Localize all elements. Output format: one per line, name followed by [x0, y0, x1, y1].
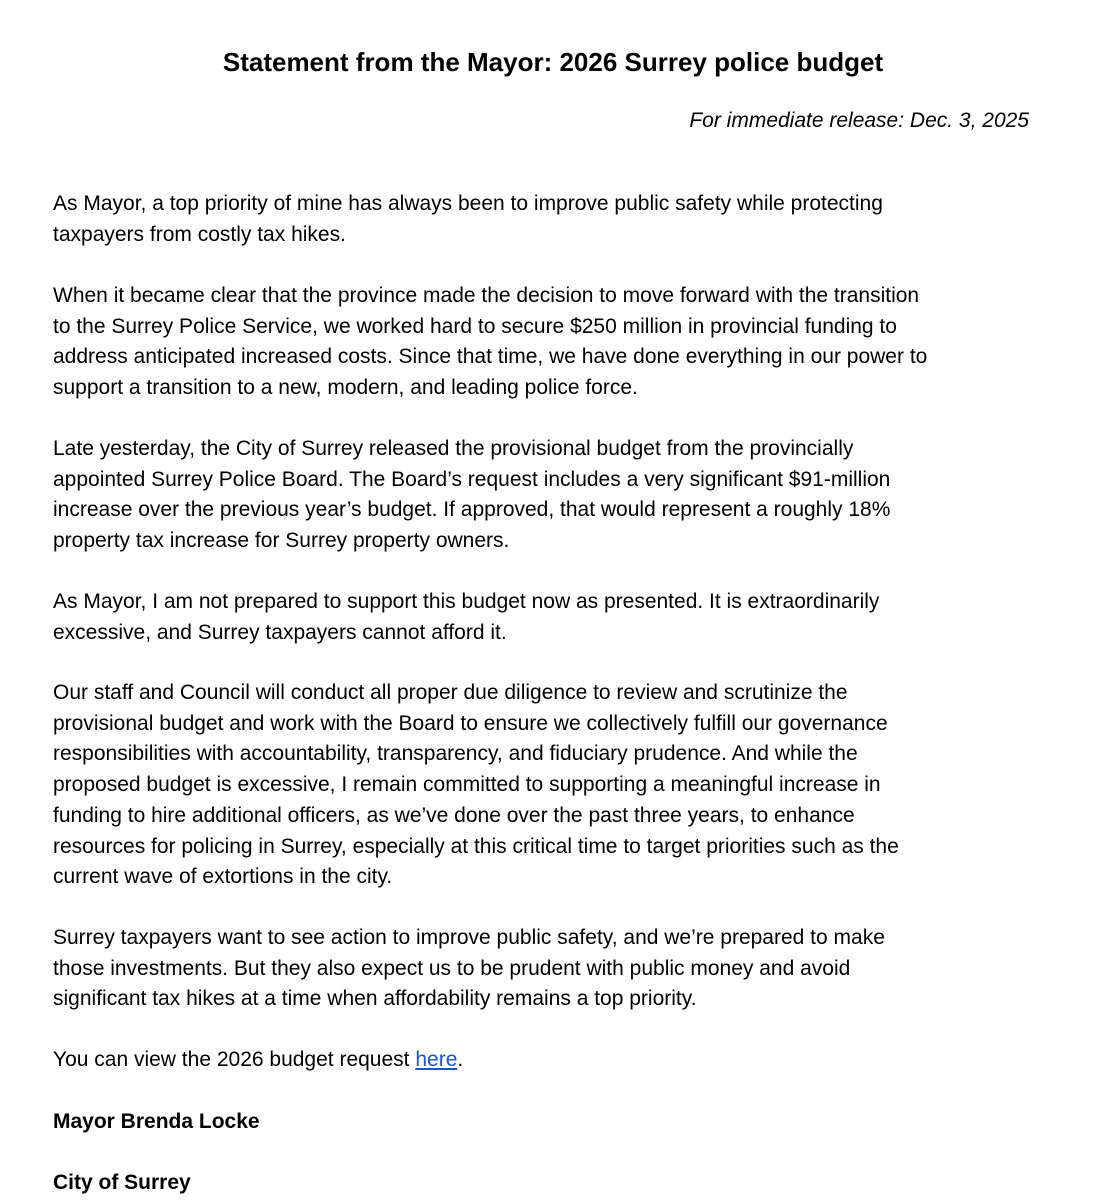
- view-budget-period: .: [457, 1048, 464, 1071]
- paragraph-line: As Mayor, I am not prepared to support this budget now as presented. It is extraordinarily: [53, 590, 880, 613]
- paragraph-line: taxpayers from costly tax hikes.: [53, 222, 346, 246]
- paragraph-line: excessive, and Surrey taxpayers cannot afford it.: [53, 620, 507, 644]
- page-title: Statement from the Mayor: 2026 Surrey police budget: [222, 47, 884, 77]
- paragraph-line: As Mayor, a top priority of mine has always been to improve public safety while protecting: [53, 192, 883, 215]
- paragraph-line: [53, 1045, 1043, 1076]
- paragraph-line: Late yesterday, the City of Surrey released the provisional budget from the provincially: [53, 437, 854, 460]
- paragraph-line: appointed Surrey Police Board. The Board’s request includes a very significant $91-million: [53, 467, 891, 491]
- paragraph-line: responsibilities with accountability, transparency, and fiduciary prudence. And while the: [53, 742, 858, 766]
- paragraph-line: address anticipated increased costs. Since that time, we have done everything in our power to: [53, 345, 928, 369]
- signature-name: Mayor Brenda Locke: [53, 1110, 260, 1133]
- paragraph-not-prepared: [53, 587, 1043, 648]
- paragraph-line: resources for policing in Surrey, especially at this critical time to target priorities such as the: [53, 834, 899, 858]
- paragraph-provisional-budget: [53, 434, 1043, 557]
- view-budget-text: You can view the 2026 budget request: [53, 1048, 416, 1071]
- paragraph-taxpayers: [53, 923, 1043, 1015]
- signature-organization: City of Surrey: [53, 1171, 191, 1194]
- paragraph-transition: [53, 281, 1043, 404]
- paragraph-line: funding to hire additional officers, as we’ve done over the past three years, to enhance: [53, 803, 855, 827]
- paragraph-line: current wave of extortions in the city.: [53, 865, 393, 889]
- paragraph-line: provisional budget and work with the Board to ensure we collectively fulfill our governance: [53, 711, 888, 735]
- paragraph-line: increase over the previous year’s budget. If approved, that would represent a roughly 18%: [53, 498, 891, 522]
- budget-request-link[interactable]: here: [415, 1048, 458, 1071]
- paragraph-view-budget: [53, 1045, 1043, 1076]
- paragraph-line: When it became clear that the province made the decision to move forward with the transition: [53, 284, 920, 307]
- paragraph-line: property tax increase for Surrey property owners.: [53, 529, 510, 553]
- release-date-line: For immediate release: Dec. 3, 2025: [689, 109, 1029, 132]
- paragraph-intro: [53, 189, 1043, 250]
- paragraph-line: proposed budget is excessive, I remain committed to supporting a meaningful increase in: [53, 773, 881, 797]
- paragraph-due-diligence: [53, 678, 1043, 893]
- paragraph-line: Surrey taxpayers want to see action to improve public safety, and we’re prepared to make: [53, 926, 885, 949]
- paragraph-line: to the Surrey Police Service, we worked hard to secure $250 million in provincial funding to: [53, 314, 897, 338]
- paragraph-line: significant tax hikes at a time when affordability remains a top priority.: [53, 987, 697, 1011]
- paragraph-line: support a transition to a new, modern, and leading police force.: [53, 376, 638, 400]
- paragraph-line: Our staff and Council will conduct all proper due diligence to review and scrutinize the: [53, 681, 848, 704]
- paragraph-line: those investments. But they also expect us to be prudent with public money and avoid: [53, 956, 851, 980]
